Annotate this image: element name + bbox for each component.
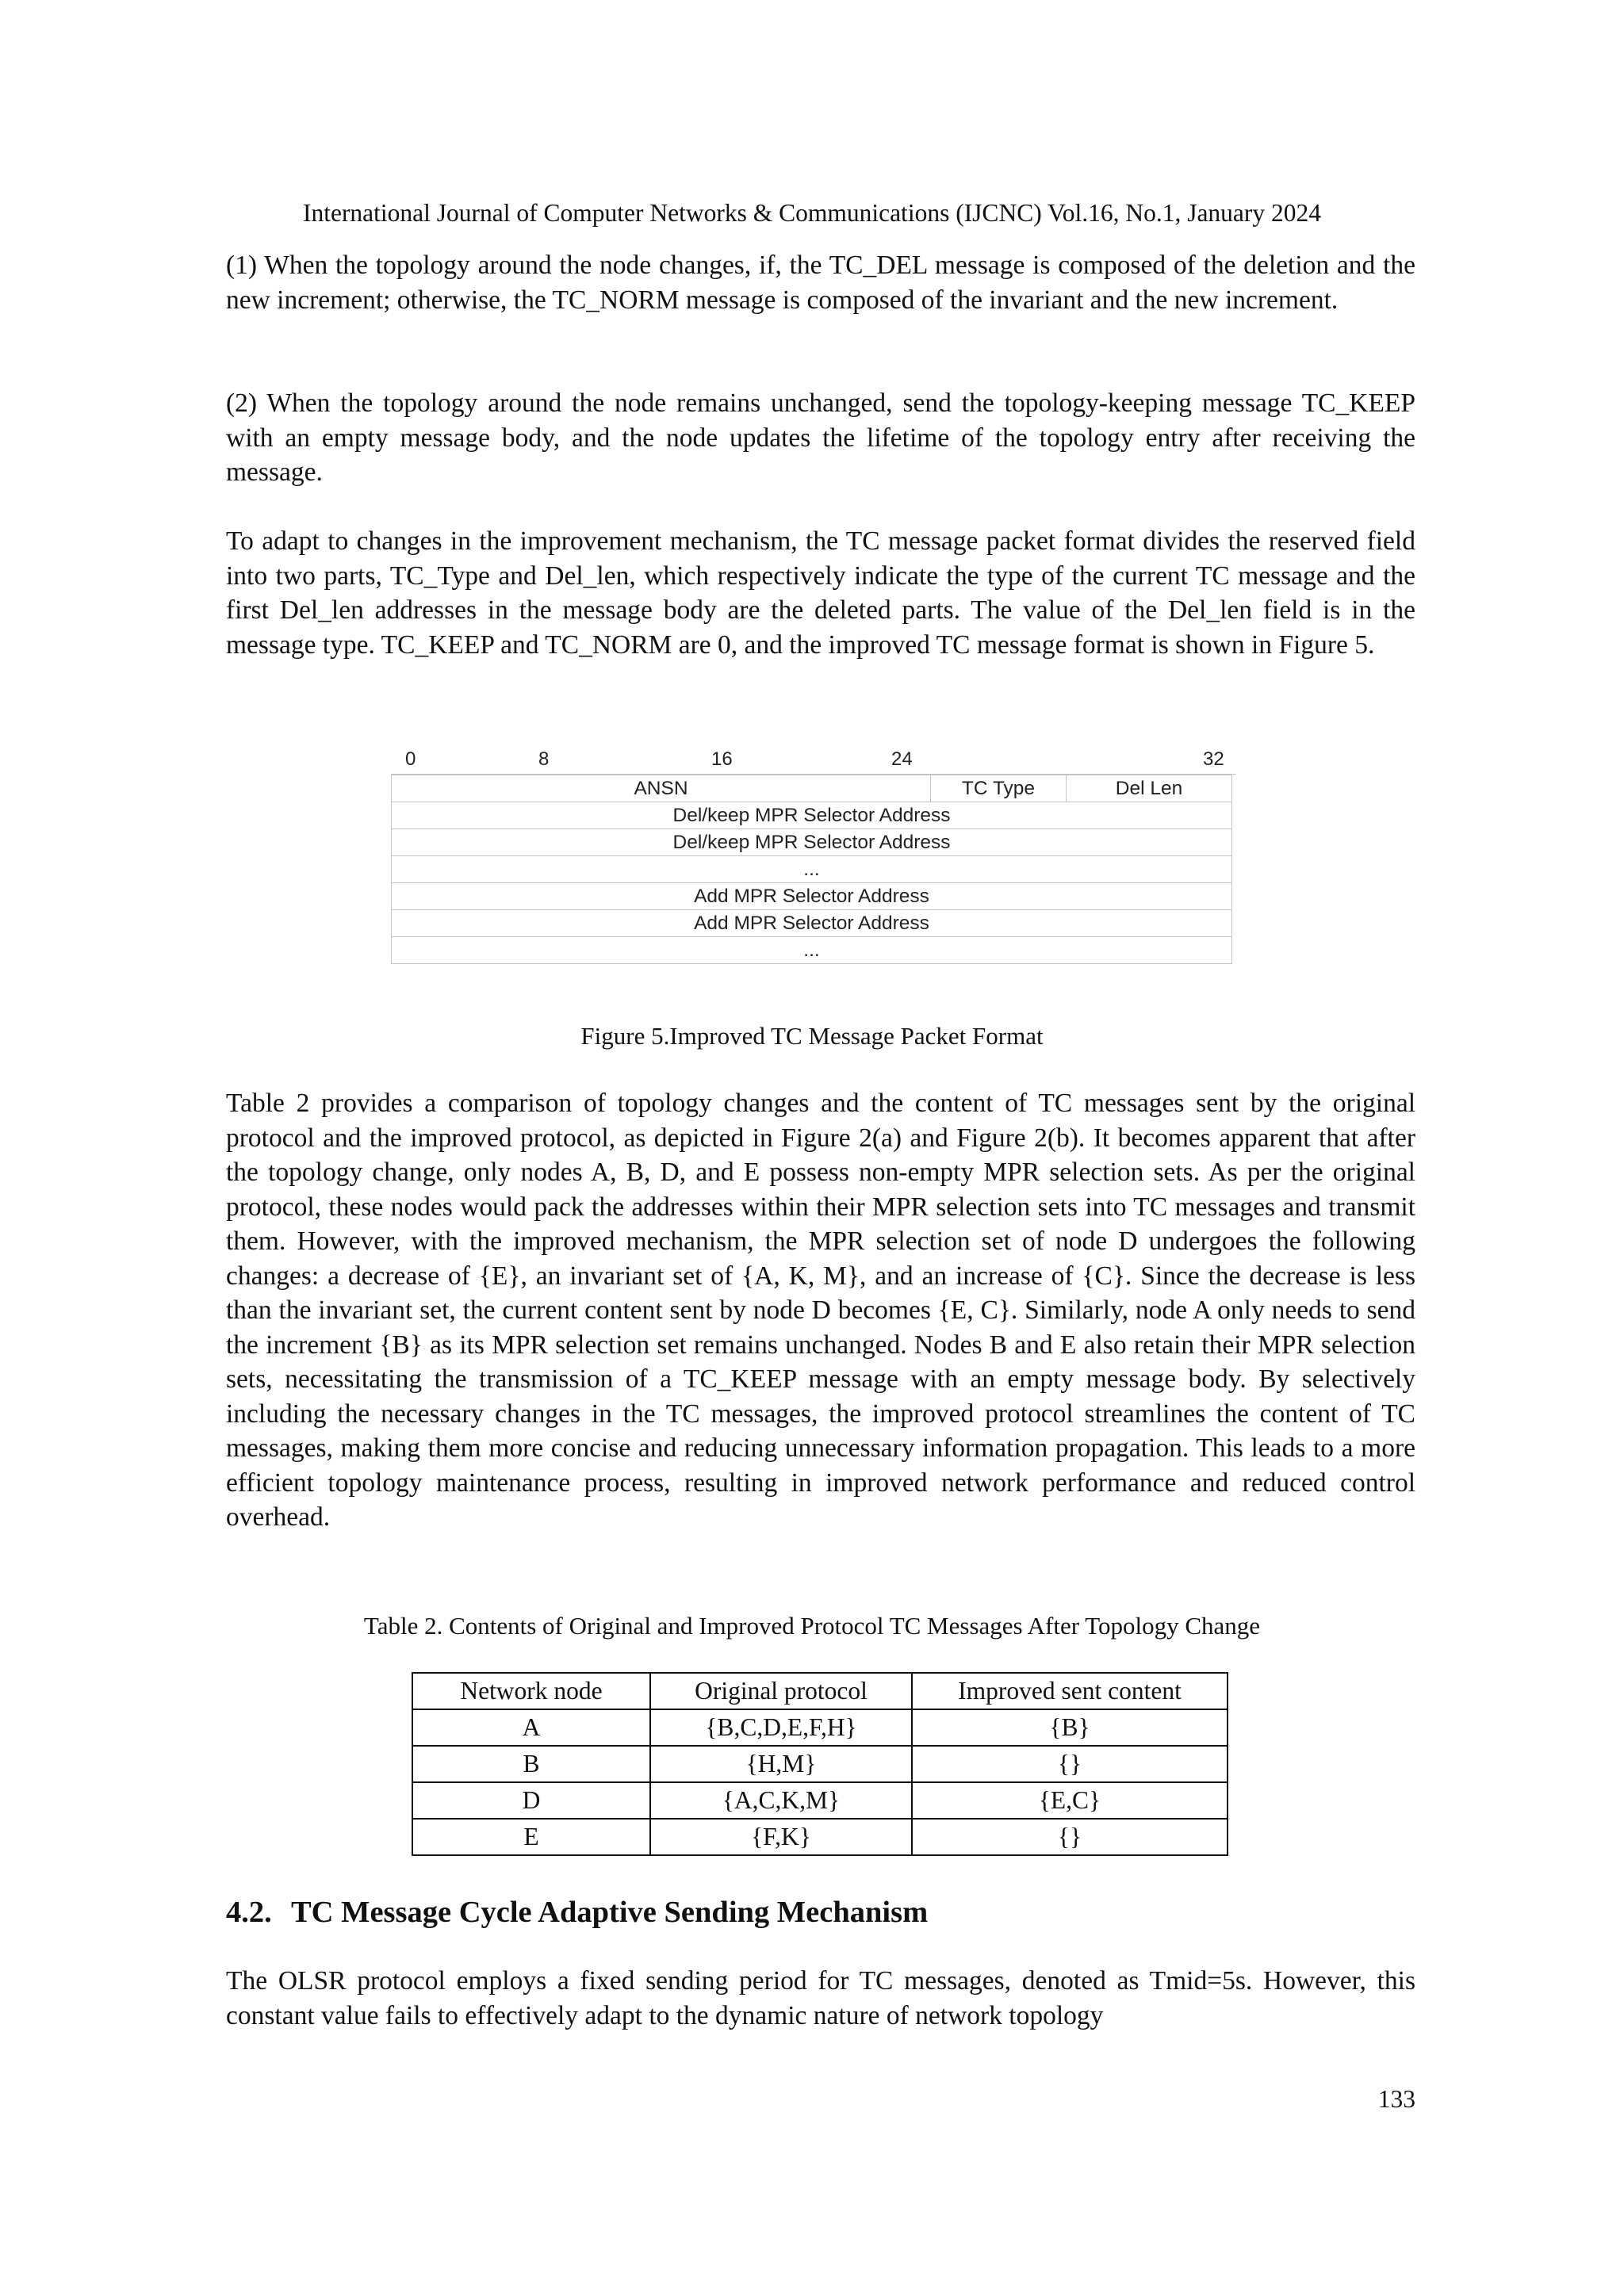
table-header-row xyxy=(412,1673,1228,1709)
section-title: TC Message Cycle Adaptive Sending Mechanism xyxy=(291,1896,929,1929)
paragraph-table-2-discussion: Table 2 provides a comparison of topology changes and the content of TC messages sent by the original protocol and the improved protocol, as depicted in Figure 2(a) and Figure 2(b). It becomes apparent that after the topology change, only nodes A, B, D, and E possess non-empty MPR selection sets. As per the original protocol, these nodes would pack the addresses within their MPR selection sets into TC messages and transmit them. However, with the improved mechanism, the MPR selection set of node D undergoes the following changes: a decrease of {E}, an invariant set of {A, K, M}, and an increase of {C}. Since the decrease is less than the invariant set, the current content sent by node D becomes {E, C}. Similarly, node A only needs to send the increment {B} as its MPR selection set remains unchanged. Nodes B and E also retain their MPR selection sets, necessitating the transmission of a TC_KEEP message with an empty message body. By selectively including the necessary changes in the TC messages, the improved protocol streamlines the content of TC messages, making them more concise and reducing unnecessary information propagation. This leads to a more efficient topology maintenance process, resulting in improved network performance and reduced control overhead. xyxy=(226,1089,1415,1532)
field-add-address: Add MPR Selector Address xyxy=(392,910,1232,937)
field-add-address: Add MPR Selector Address xyxy=(392,883,1232,910)
column-header-original-protocol: Original protocol xyxy=(650,1673,912,1709)
bit-label-24: 24 xyxy=(891,748,913,770)
cell-node: B xyxy=(412,1746,650,1782)
field-ellipsis: ... xyxy=(392,937,1232,964)
table-row xyxy=(412,1709,1228,1746)
paragraph-packet-format: To adapt to changes in the improvement mechanism, the TC message packet format divides the reserved field into two parts, TC_Type and Del_len, which respectively indicate the type of the current TC message and the first Del_len addresses in the message body are the deleted parts. The value of the Del_len field is in the message type. TC_KEEP and TC_NORM are 0, and the improved TC message format is shown in Figure 5. xyxy=(226,526,1415,660)
cell-node: E xyxy=(412,1819,650,1855)
table-row xyxy=(412,1819,1228,1855)
section-number: 4.2. xyxy=(226,1896,272,1929)
paragraph-tc-del: (1) When the topology around the node changes, if, the TC_DEL message is composed of the deletion and the new increment; otherwise, the TC_NORM message is composed of the invariant and the new increment. xyxy=(226,251,1415,315)
cell-node: D xyxy=(412,1782,650,1819)
paragraph-olsr-period: The OLSR protocol employs a fixed sending period for TC messages, denoted as Tmid=5s. However, this constant value fails to effectively adapt to the dynamic nature of network topology xyxy=(226,1966,1415,2030)
section-heading-4-2 xyxy=(226,1893,928,1931)
bit-label-32: 32 xyxy=(1203,748,1224,770)
cell-improved: {E,C} xyxy=(912,1782,1228,1819)
cell-improved: {} xyxy=(912,1746,1228,1782)
field-ansn: ANSN xyxy=(392,775,931,802)
journal-header: International Journal of Computer Networks & Communications (IJCNC) Vol.16, No.1, January 2024 xyxy=(302,199,1322,227)
figure-5-caption: Figure 5.Improved TC Message Packet Format xyxy=(580,1022,1044,1050)
cell-improved: {B} xyxy=(912,1709,1228,1746)
field-del-keep-address: Del/keep MPR Selector Address xyxy=(392,829,1232,856)
cell-original: {A,C,K,M} xyxy=(650,1782,912,1819)
packet-format-table xyxy=(391,775,1232,964)
bit-label-0: 0 xyxy=(405,748,416,770)
table-row xyxy=(412,1746,1228,1782)
figure-5-packet-format xyxy=(391,745,1236,964)
cell-original: {F,K} xyxy=(650,1819,912,1855)
bit-label-16: 16 xyxy=(711,748,733,770)
column-header-network-node: Network node xyxy=(412,1673,650,1709)
table-row xyxy=(412,1782,1228,1819)
field-ellipsis: ... xyxy=(392,856,1232,883)
cell-original: {H,M} xyxy=(650,1746,912,1782)
table-2-caption: Table 2. Contents of Original and Improved Protocol TC Messages After Topology Change xyxy=(363,1612,1261,1640)
cell-original: {B,C,D,E,F,H} xyxy=(650,1709,912,1746)
field-del-len: Del Len xyxy=(1067,775,1232,802)
field-del-keep-address: Del/keep MPR Selector Address xyxy=(392,802,1232,829)
field-tc-type: TC Type xyxy=(931,775,1067,802)
column-header-improved-sent-content: Improved sent content xyxy=(912,1673,1228,1709)
paragraph-tc-keep: (2) When the topology around the node remains unchanged, send the topology-keeping message TC_KEEP with an empty message body, and the node updates the lifetime of the topology entry after receiving the message. xyxy=(226,388,1415,487)
table-2 xyxy=(412,1672,1228,1856)
bit-offset-row xyxy=(391,745,1236,775)
cell-node: A xyxy=(412,1709,650,1746)
page-number: 133 xyxy=(1377,2085,1415,2113)
bit-label-8: 8 xyxy=(538,748,550,770)
cell-improved: {} xyxy=(912,1819,1228,1855)
